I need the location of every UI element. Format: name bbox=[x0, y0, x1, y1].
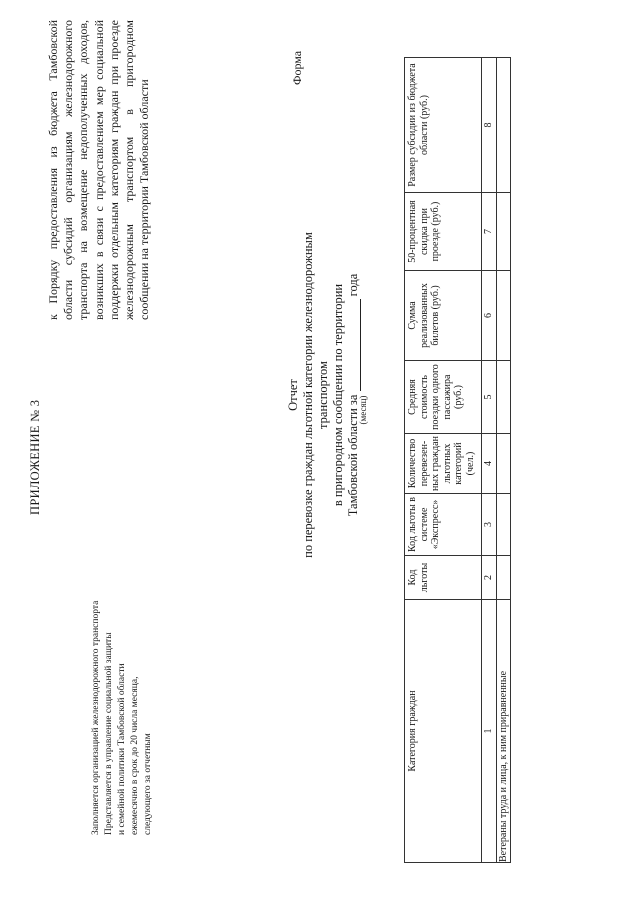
instruction-line: Заполняется организацией железнодорожного транспорта bbox=[91, 600, 101, 835]
submission-instructions bbox=[90, 545, 155, 835]
order-reference-text: к Порядку предоставления из бюджета Тамбовской области субсидий организациям железнодорожного транспорта на возмещение недополученных доходов, возникших в связи с предоставлением мер социальной поддержки отдельным категориям граждан при проезде железнодорожным транспортом в пригородном сообщении на территории Тамбовской области bbox=[46, 20, 152, 320]
report-heading bbox=[286, 215, 361, 575]
report-subtitle-line: по перевозке граждан льготной категории железнодорожным транспортом bbox=[301, 232, 330, 558]
table-row bbox=[496, 58, 511, 863]
column-number: 7 bbox=[482, 193, 497, 271]
table-cell[interactable] bbox=[496, 556, 511, 600]
report-subtitle-line: в пригородном сообщении по территории bbox=[331, 283, 345, 507]
column-number: 6 bbox=[482, 271, 497, 361]
table-cell[interactable] bbox=[496, 193, 511, 271]
header-citizen-category: Категория граждан bbox=[405, 600, 482, 863]
report-title: Отчет bbox=[286, 379, 300, 411]
appendix-title: ПРИЛОЖЕНИЕ № 3 bbox=[28, 399, 42, 515]
table-cell[interactable] bbox=[496, 58, 511, 193]
header-subsidy: Размер субсидии из бюджета области (руб.) bbox=[405, 58, 482, 193]
category-cell: Ветераны труда и лица, к ним приравненные bbox=[496, 600, 511, 863]
instruction-line: следующего за отчетным bbox=[143, 733, 153, 835]
table-cell[interactable] bbox=[496, 434, 511, 494]
header-passenger-count: Количество перевезен-ных граждан льготных категорий (чел.) bbox=[405, 434, 482, 494]
instruction-line: ежемесячно в срок до 20 числа месяца, bbox=[130, 676, 140, 835]
form-label: Форма bbox=[290, 50, 304, 85]
table-cell[interactable] bbox=[496, 271, 511, 361]
period-suffix: года bbox=[346, 273, 360, 297]
column-number-row bbox=[482, 58, 497, 863]
period-prefix: Тамбовской области за bbox=[346, 394, 360, 517]
column-number: 5 bbox=[482, 361, 497, 434]
header-discount: 50-процентная скидка при проезде (руб.) bbox=[405, 193, 482, 271]
instruction-line: и семейной политики Тамбовской области bbox=[117, 663, 127, 835]
table-cell[interactable] bbox=[496, 361, 511, 434]
column-number: 2 bbox=[482, 556, 497, 600]
header-tickets-sum: Сумма реализованных билетов (руб.) bbox=[405, 271, 482, 361]
header-express-code: Код льготы в системе «Экспресс» bbox=[405, 494, 482, 556]
header-benefit-code: Код льготы bbox=[405, 556, 482, 600]
column-number: 8 bbox=[482, 58, 497, 193]
column-number: 1 bbox=[482, 600, 497, 863]
table-header-row bbox=[405, 58, 482, 863]
header-average-cost: Средняя стоимость поездки одного пассажира (руб.) bbox=[405, 361, 482, 434]
table-cell[interactable] bbox=[496, 494, 511, 556]
column-number: 3 bbox=[482, 494, 497, 556]
report-table bbox=[404, 57, 511, 863]
column-number: 4 bbox=[482, 434, 497, 494]
month-caption: (месяц) bbox=[358, 395, 368, 425]
instruction-line: Представляется в управление социальной защиты bbox=[104, 632, 114, 835]
